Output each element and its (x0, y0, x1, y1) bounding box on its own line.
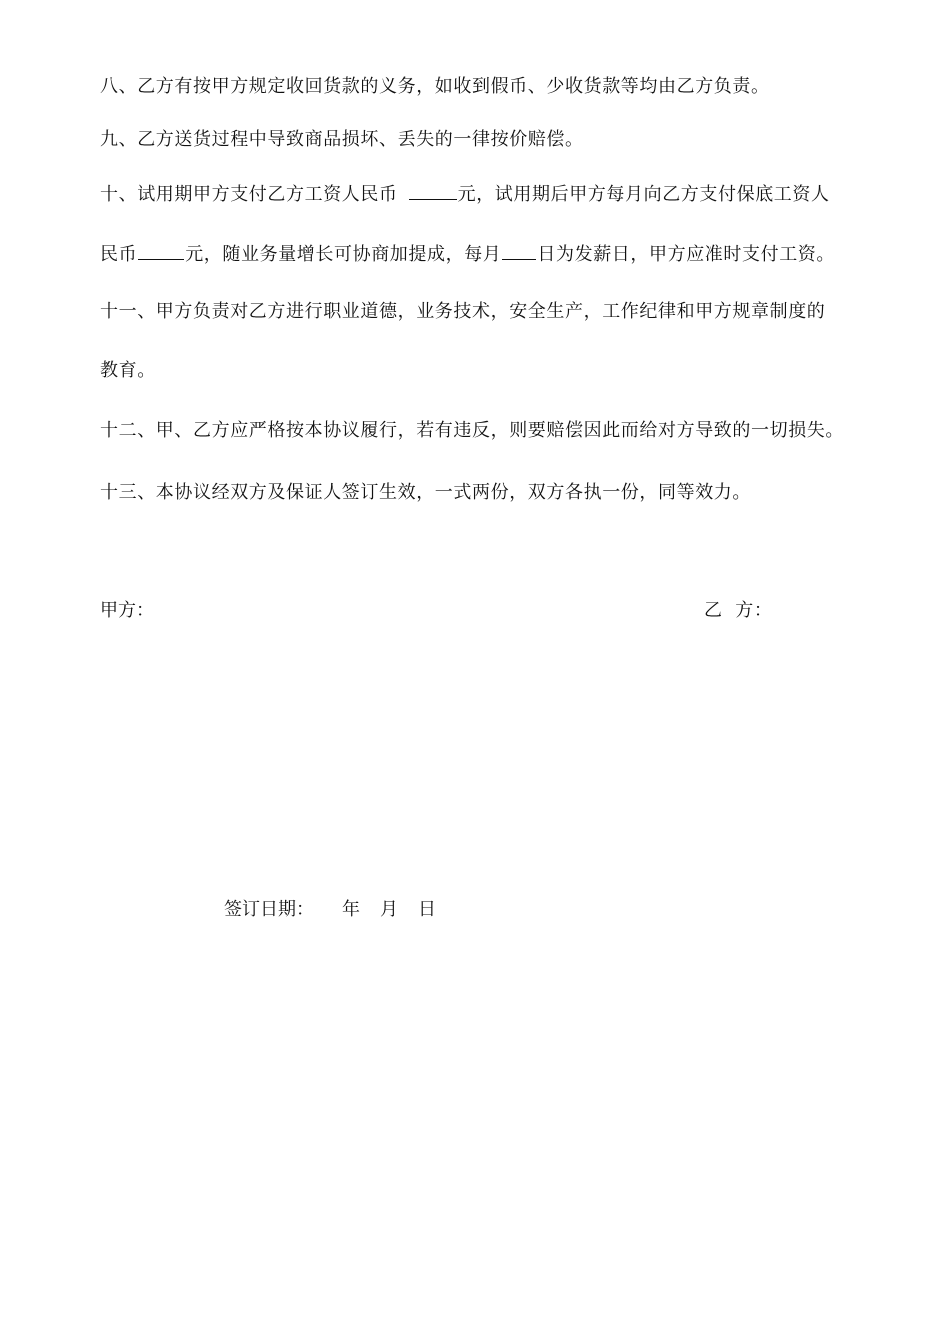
clause-10-text-a: 十、试用期甲方支付乙方工资人民币 (100, 184, 398, 205)
date-year: 年 (342, 899, 360, 920)
clause-10-text-d: 元，随业务量增长可协商加提成，每月 (185, 244, 502, 265)
party-b-signature-label: 乙 方： (704, 600, 773, 621)
payday-blank[interactable] (502, 241, 536, 260)
clause-11-line-2: 教育。 (100, 360, 156, 381)
party-a-signature-label: 甲方： (100, 600, 154, 621)
clause-11-line-1: 十一、甲方负责对乙方进行职业道德，业务技术，安全生产，工作纪律和甲方规章制度的 (100, 301, 826, 322)
base-salary-blank[interactable] (138, 241, 184, 260)
signing-date (224, 898, 436, 922)
trial-salary-blank[interactable] (409, 181, 457, 200)
clause-10-text-e: 日为发薪日，甲方应准时支付工资。 (537, 244, 836, 265)
clause-13: 十三、本协议经双方及保证人签订生效，一式两份，双方各执一份，同等效力。 (100, 482, 751, 503)
clause-10-text-c: 民币 (100, 244, 138, 265)
date-month: 月 (380, 899, 398, 920)
clause-8: 八、乙方有按甲方规定收回货款的义务，如收到假币、少收货款等均由乙方负责。 (100, 76, 770, 97)
clause-10-text-b: 元，试用期后甲方每月向乙方支付保底工资人 (457, 184, 830, 205)
date-day: 日 (418, 899, 436, 920)
signing-date-label: 签订日期： (224, 899, 314, 920)
clause-10-line-2 (100, 241, 860, 267)
clause-9: 九、乙方送货过程中导致商品损坏、丢失的一律按价赔偿。 (100, 129, 584, 150)
clause-12: 十二、甲、乙方应严格按本协议履行，若有违反，则要赔偿因此而给对方导致的一切损失。 (100, 420, 844, 441)
clause-10-line-1 (100, 181, 860, 207)
